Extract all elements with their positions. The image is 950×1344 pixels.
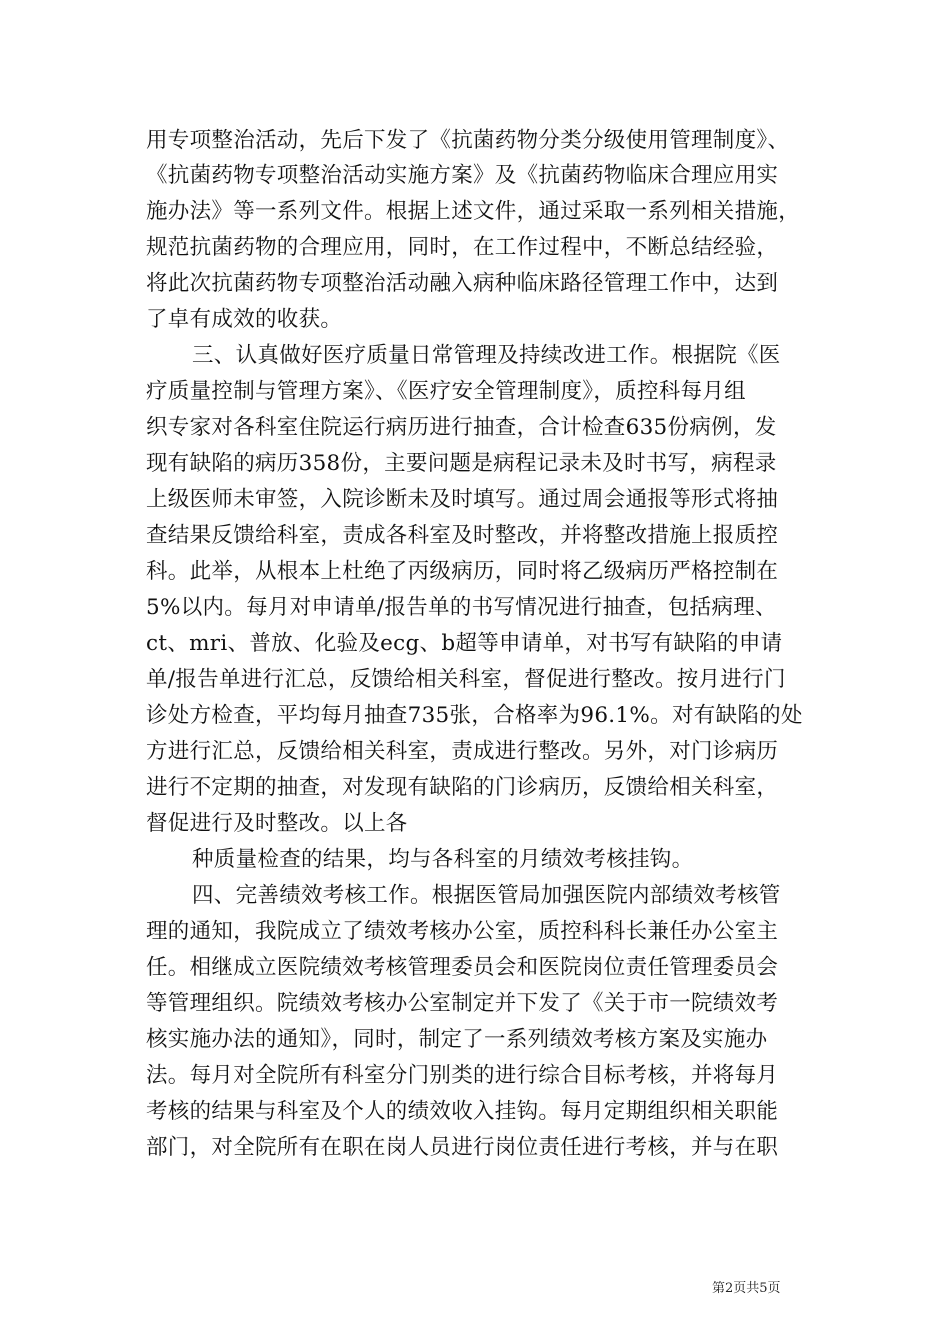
paragraph-line: 单/报告单进行汇总，反馈给相关科室，督促进行整改。按月进行门 (146, 667, 786, 692)
page-number: 第2页共5页 (712, 1281, 781, 1296)
paragraph-line: 将此次抗菌药物专项整治活动融入病种临床路径管理工作中，达到 (146, 271, 779, 296)
paragraph-line: 了卓有成效的收获。 (146, 307, 343, 332)
paragraph-line: 诊处方检查，平均每月抽查735张，合格率为96.1%。对有缺陷的处 (146, 703, 803, 728)
paragraph-line: 种质量检查的结果，均与各科室的月绩效考核挂钩。 (192, 847, 694, 872)
paragraph-line: 四、完善绩效考核工作。根据医管局加强医院内部绩效考核管 (192, 883, 781, 908)
paragraph-line: 等管理组织。院绩效考核办公室制定并下发了《关于市一院绩效考 (146, 991, 779, 1016)
paragraph-line: 任。相继成立医院绩效考核管理委员会和医院岗位责任管理委员会 (146, 955, 779, 980)
paragraph-line: 方进行汇总，反馈给相关科室，责成进行整改。另外，对门诊病历 (146, 739, 779, 764)
paragraph-line: 疗质量控制与管理方案》、《医疗安全管理制度》，质控科每月组 (146, 379, 746, 404)
paragraph-line: 现有缺陷的病历358份，主要问题是病程记录未及时书写，病程录 (146, 451, 777, 476)
paragraph-line: 规范抗菌药物的合理应用，同时，在工作过程中，不断总结经验， (146, 235, 779, 260)
paragraph-line: 《抗菌药物专项整治活动实施方案》及《抗菌药物临床合理应用实 (146, 163, 779, 188)
paragraph-line: 织专家对各科室住院运行病历进行抽查，合计检查635份病例，发 (146, 415, 777, 440)
paragraph-line: 督促进行及时整改。以上各 (146, 811, 408, 836)
paragraph-line: 进行不定期的抽查，对发现有缺陷的门诊病历，反馈给相关科室， (146, 775, 779, 800)
paragraph-line: 法。每月对全院所有科室分门别类的进行综合目标考核，并将每月 (146, 1063, 779, 1088)
paragraph-line: 用专项整治活动，先后下发了《抗菌药物分类分级使用管理制度》、 (146, 128, 790, 153)
paragraph-line: 部门，对全院所有在职在岗人员进行岗位责任进行考核，并与在职 (146, 1135, 779, 1160)
paragraph-line: 考核的结果与科室及个人的绩效收入挂钩。每月定期组织相关职能 (146, 1099, 779, 1124)
paragraph-line: 三、认真做好医疗质量日常管理及持续改进工作。根据院《医 (192, 343, 781, 368)
paragraph-line: 查结果反馈给科室，责成各科室及时整改，并将整改措施上报质控 (146, 523, 779, 548)
paragraph-line: 核实施办法的通知》，同时，制定了一系列绩效考核方案及实施办 (146, 1027, 768, 1052)
paragraph-line: 上级医师未审签，入院诊断未及时填写。通过周会通报等形式将抽 (146, 487, 779, 512)
paragraph-line: 施办法》等一系列文件。根据上述文件，通过采取一系列相关措施， (146, 199, 801, 224)
paragraph-line: 理的通知，我院成立了绩效考核办公室，质控科科长兼任办公室主 (146, 919, 779, 944)
paragraph-line: 5%以内。每月对申请单/报告单的书写情况进行抽查，包括病理、 (146, 595, 777, 620)
paragraph-line: ct、mri、普放、化验及ecg、b超等申请单，对书写有缺陷的申请 (146, 631, 783, 656)
paragraph-line: 科。此举，从根本上杜绝了丙级病历，同时将乙级病历严格控制在 (146, 559, 779, 584)
